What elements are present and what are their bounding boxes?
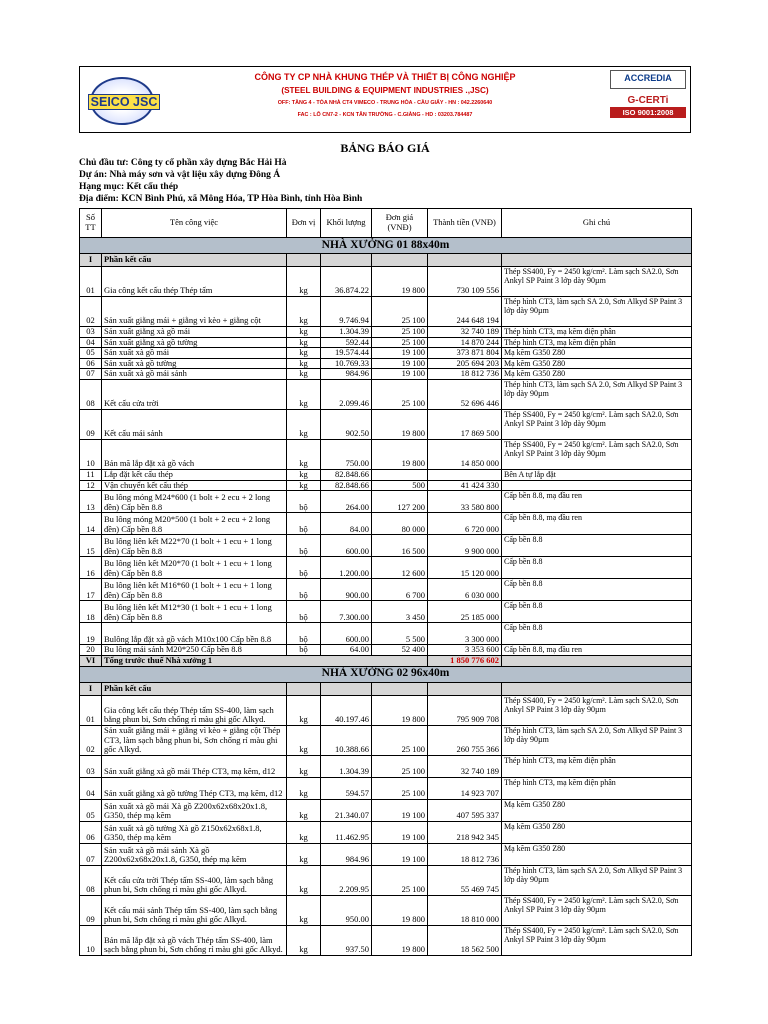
- row-unit-price: 16 500: [372, 535, 428, 557]
- empty-cell: [287, 254, 321, 267]
- table-row: [80, 535, 692, 557]
- row-note: Mạ kẽm G350 Z80: [502, 821, 692, 843]
- table-row: [80, 267, 692, 297]
- row-note: Thép SS400, Fy = 2450 kg/cm². Làm sạch SA2.0, Sơn Ankyl SP Paint 3 lớp dày 90µm: [502, 695, 692, 725]
- row-work-name: Kết cấu mái sảnh Thép tấm SS-400, làm sạch bằng phun bi, Sơn chống rỉ màu ghi gốc Alkyd.: [102, 895, 287, 925]
- row-quantity: 600.00: [321, 623, 372, 645]
- row-work-name: Bản mã lắp đặt xà gồ vách Thép tấm SS-400, làm sạch bằng phun bi, Sơn chống rỉ màu ghi gốc Alkyd.: [102, 925, 287, 955]
- company-name: CÔNG TY CP NHÀ KHUNG THÉP VÀ THIẾT BỊ CÔNG NGHIỆP: [254, 72, 516, 82]
- table-row: [80, 480, 692, 491]
- row-number: 04: [80, 337, 102, 348]
- table-row: [80, 379, 692, 409]
- row-quantity: 1.200.00: [321, 557, 372, 579]
- row-unit-price: 25 100: [372, 297, 428, 327]
- row-amount: 218 942 345: [428, 821, 502, 843]
- row-amount: 14 870 244: [428, 337, 502, 348]
- row-number: 01: [80, 695, 102, 725]
- row-amount: 55 469 745: [428, 865, 502, 895]
- row-amount: 205 694 203: [428, 358, 502, 369]
- subtotal-number: VI: [80, 655, 102, 666]
- row-unit: kg: [287, 755, 321, 777]
- row-work-name: Bu lông liên kết M22*70 (1 bolt + 1 ecu + 1 long đền) Cấp bền 8.8: [102, 535, 287, 557]
- row-unit: bộ: [287, 557, 321, 579]
- row-note: Bên A tự lắp đặt: [502, 469, 692, 480]
- row-unit: kg: [287, 865, 321, 895]
- row-note: Thép hình CT3, mạ kẽm điện phân: [502, 337, 692, 348]
- row-work-name: Kết cấu mái sảnh: [102, 409, 287, 439]
- table-row: [80, 439, 692, 469]
- row-unit-price: 25 100: [372, 379, 428, 409]
- row-amount: 25 185 000: [428, 601, 502, 623]
- row-unit-price: 19 800: [372, 895, 428, 925]
- row-work-name: Kết cấu cửa trời: [102, 379, 287, 409]
- subtotal-amount: 1 850 776 602: [428, 655, 502, 666]
- row-quantity: 950.00: [321, 895, 372, 925]
- row-amount: 260 755 366: [428, 725, 502, 755]
- row-amount: [428, 469, 502, 480]
- row-unit-price: 19 100: [372, 358, 428, 369]
- row-number: 13: [80, 491, 102, 513]
- row-amount: 18 810 000: [428, 895, 502, 925]
- row-note: Mạ kẽm G350 Z80: [502, 799, 692, 821]
- table-row: [80, 645, 692, 656]
- row-number: 19: [80, 623, 102, 645]
- row-amount: 17 869 500: [428, 409, 502, 439]
- project-line: Dự án: Nhà máy sơn và vật liệu xây dựng Đông Á: [79, 170, 281, 180]
- row-unit-price: 500: [372, 480, 428, 491]
- row-unit: bộ: [287, 513, 321, 535]
- col-header-name: Tên công việc: [102, 209, 287, 238]
- row-quantity: 7.300.00: [321, 601, 372, 623]
- row-amount: 14 923 707: [428, 777, 502, 799]
- col-header-amount: Thành tiền (VNĐ): [428, 209, 502, 238]
- iso-badge: ISO 9001:2008: [610, 107, 686, 118]
- row-unit: kg: [287, 799, 321, 821]
- row-unit-price: 12 600: [372, 557, 428, 579]
- row-note: Cấp bền 8.8: [502, 557, 692, 579]
- row-number: 15: [80, 535, 102, 557]
- row-unit-price: 80 000: [372, 513, 428, 535]
- table-header-row: [80, 209, 692, 238]
- row-quantity: 40.197.46: [321, 695, 372, 725]
- col-header-no: Số TT: [80, 209, 102, 238]
- row-work-name: Gia công kết cấu thép Thép tấm SS-400, làm sạch bằng phun bi, Sơn chống rỉ màu ghi gốc Alkyd.: [102, 695, 287, 725]
- row-amount: 41 424 330: [428, 480, 502, 491]
- row-amount: 244 648 194: [428, 297, 502, 327]
- row-quantity: 600.00: [321, 535, 372, 557]
- row-quantity: 902.50: [321, 409, 372, 439]
- empty-cell: [428, 682, 502, 695]
- row-quantity: 2.099.46: [321, 379, 372, 409]
- row-amount: 3 353 600: [428, 645, 502, 656]
- col-header-unit: Đơn vị: [287, 209, 321, 238]
- row-note: Cấp bền 8.8, mạ đầu ren: [502, 645, 692, 656]
- row-note: Cấp bền 8.8: [502, 579, 692, 601]
- category-line: Hạng mục: Kết cấu thép: [79, 182, 179, 192]
- row-work-name: Bu lông móng M20*500 (1 bolt + 2 ecu + 2 long đền) Cấp bền 8.8: [102, 513, 287, 535]
- row-note: Mạ kẽm G350 Z80: [502, 369, 692, 380]
- row-quantity: 750.00: [321, 439, 372, 469]
- row-note: Thép hình CT3, làm sạch SA 2.0, Sơn Alkyd SP Paint 3 lớp dày 90µm: [502, 297, 692, 327]
- row-number: 05: [80, 799, 102, 821]
- section-title: NHÀ XƯỞNG 01 88x40m: [80, 238, 692, 254]
- row-number: 14: [80, 513, 102, 535]
- row-quantity: 9.746.94: [321, 297, 372, 327]
- row-note: Thép hình CT3, mạ kẽm điện phân: [502, 777, 692, 799]
- row-work-name: Lắp đặt kết cấu thép: [102, 469, 287, 480]
- row-unit-price: 19 100: [372, 369, 428, 380]
- row-work-name: Bu lông liên kết M20*70 (1 bolt + 1 ecu + 1 long đền) Cấp bền 8.8: [102, 557, 287, 579]
- row-unit-price: 19 100: [372, 799, 428, 821]
- group-row: [80, 682, 692, 695]
- row-quantity: 1.304.39: [321, 755, 372, 777]
- row-note: Cấp bền 8.8, mạ đầu ren: [502, 491, 692, 513]
- row-work-name: Bu lông mái sảnh M20*250 Cấp bền 8.8: [102, 645, 287, 656]
- row-note: Thép hình CT3, làm sạch SA 2.0, Sơn Alkyd SP Paint 3 lớp dày 90µm: [502, 725, 692, 755]
- table-row: [80, 695, 692, 725]
- row-unit: kg: [287, 348, 321, 359]
- table-row: [80, 557, 692, 579]
- row-quantity: 82.848.66: [321, 480, 372, 491]
- row-work-name: Bu lông móng M24*600 (1 bolt + 2 ecu + 2 long đền) Cấp bền 8.8: [102, 491, 287, 513]
- row-quantity: 64.00: [321, 645, 372, 656]
- empty-cell: [428, 254, 502, 267]
- row-unit-price: 19 800: [372, 695, 428, 725]
- row-work-name: Sản xuất giằng xà gồ tường: [102, 337, 287, 348]
- row-number: 11: [80, 469, 102, 480]
- col-header-price: Đơn giá (VNĐ): [372, 209, 428, 238]
- row-unit-price: 5 500: [372, 623, 428, 645]
- row-unit-price: 127 200: [372, 491, 428, 513]
- row-amount: 407 595 337: [428, 799, 502, 821]
- row-unit: kg: [287, 439, 321, 469]
- row-unit: bộ: [287, 491, 321, 513]
- empty-cell: [372, 682, 428, 695]
- subtotal-row: [80, 655, 692, 666]
- table-row: [80, 725, 692, 755]
- row-unit: kg: [287, 267, 321, 297]
- row-quantity: 984.96: [321, 843, 372, 865]
- investor-line: Chủ đầu tư: Công ty cổ phần xây dựng Bắc Hải Hà: [79, 158, 287, 168]
- row-amount: 32 740 189: [428, 755, 502, 777]
- row-quantity: 19.574.44: [321, 348, 372, 359]
- row-number: 03: [80, 755, 102, 777]
- row-amount: 6 720 000: [428, 513, 502, 535]
- row-quantity: 11.462.95: [321, 821, 372, 843]
- row-amount: 18 812 736: [428, 369, 502, 380]
- row-number: 01: [80, 267, 102, 297]
- row-unit-price: 19 800: [372, 925, 428, 955]
- table-row: [80, 623, 692, 645]
- row-unit: kg: [287, 358, 321, 369]
- row-note: Thép SS400, Fy = 2450 kg/cm². Làm sạch SA2.0, Sơn Ankyl SP Paint 3 lớp dày 90µm: [502, 409, 692, 439]
- row-number: 12: [80, 480, 102, 491]
- group-number: I: [80, 254, 102, 267]
- company-info: [170, 71, 600, 121]
- location-line: Địa điểm: KCN Bình Phú, xã Mông Hóa, TP Hòa Bình, tỉnh Hòa Bình: [79, 194, 363, 204]
- row-number: 02: [80, 297, 102, 327]
- section-title: NHÀ XƯỞNG 02 96x40m: [80, 666, 692, 682]
- empty-cell: [502, 682, 692, 695]
- row-quantity: 594.57: [321, 777, 372, 799]
- row-work-name: Sản xuất xà gồ mái sảnh: [102, 369, 287, 380]
- row-amount: 730 109 556: [428, 267, 502, 297]
- company-logo: [90, 77, 158, 125]
- row-amount: 15 120 000: [428, 557, 502, 579]
- section-title-row: [80, 238, 692, 254]
- row-unit-price: 19 100: [372, 348, 428, 359]
- row-work-name: Bulông lắp đặt xà gồ vách M10x100 Cấp bền 8.8: [102, 623, 287, 645]
- row-unit: kg: [287, 297, 321, 327]
- row-number: 10: [80, 439, 102, 469]
- row-work-name: Kết cấu cửa trời Thép tấm SS-400, làm sạch bằng phun bi, Sơn chống rỉ màu ghi gốc Alkyd.: [102, 865, 287, 895]
- table-row: [80, 601, 692, 623]
- row-unit: kg: [287, 821, 321, 843]
- empty-cell: [502, 655, 692, 666]
- row-unit-price: 6 700: [372, 579, 428, 601]
- row-work-name: Sản xuất giằng xà gồ mái: [102, 327, 287, 338]
- row-number: 05: [80, 348, 102, 359]
- table-row: [80, 369, 692, 380]
- row-note: Mạ kẽm G350 Z80: [502, 843, 692, 865]
- row-number: 06: [80, 821, 102, 843]
- row-quantity: 82.848.66: [321, 469, 372, 480]
- row-unit: bộ: [287, 645, 321, 656]
- table-row: [80, 348, 692, 359]
- row-work-name: Sản xuất giằng xà gồ mái Thép CT3, mạ kẽm, d12: [102, 755, 287, 777]
- table-row: [80, 755, 692, 777]
- row-unit-price: 19 800: [372, 439, 428, 469]
- row-quantity: 984.96: [321, 369, 372, 380]
- row-unit: kg: [287, 895, 321, 925]
- table-row: [80, 358, 692, 369]
- row-work-name: Sản xuất xà gồ tường: [102, 358, 287, 369]
- row-quantity: 10.388.66: [321, 725, 372, 755]
- row-quantity: 1.304.39: [321, 327, 372, 338]
- row-unit: kg: [287, 843, 321, 865]
- row-note: Thép hình CT3, làm sạch SA 2.0, Sơn Alkyd SP Paint 3 lớp dày 90µm: [502, 379, 692, 409]
- row-unit-price: 52 400: [372, 645, 428, 656]
- office-address: OFF: TẦNG 4 - TÒA NHÀ CT4 VIMECO - TRUNG HÒA - CẦU GIẤY - HN : 042.2260640: [277, 100, 493, 106]
- row-quantity: 937.50: [321, 925, 372, 955]
- row-number: 20: [80, 645, 102, 656]
- row-amount: 6 030 000: [428, 579, 502, 601]
- subtotal-label: Tổng trước thuế Nhà xưởng 1: [102, 655, 428, 666]
- table-body: [80, 238, 692, 956]
- row-note: Cấp bền 8.8, mạ đầu ren: [502, 513, 692, 535]
- row-note: Thép SS400, Fy = 2450 kg/cm². Làm sạch SA2.0, Sơn Ankyl SP Paint 3 lớp dày 90µm: [502, 439, 692, 469]
- row-unit: kg: [287, 379, 321, 409]
- logo-text: SEICO JSC: [88, 94, 160, 110]
- row-note: [502, 480, 692, 491]
- row-work-name: Sản xuất giằng mái + giằng vì kèo + giằng cột Thép CT3, làm sạch bằng phun bi, Sơn chống rỉ màu ghi gốc Alkyd.: [102, 725, 287, 755]
- row-unit-price: 19 800: [372, 409, 428, 439]
- certification-logos: [610, 70, 686, 118]
- row-work-name: Vận chuyển kết cấu thép: [102, 480, 287, 491]
- row-unit: bộ: [287, 579, 321, 601]
- row-amount: 3 300 000: [428, 623, 502, 645]
- row-unit-price: 3 450: [372, 601, 428, 623]
- row-work-name: Bu lông liên kết M16*60 (1 bolt + 1 ecu + 1 long đền) Cấp bền 8.8: [102, 579, 287, 601]
- row-number: 09: [80, 409, 102, 439]
- row-note: Thép SS400, Fy = 2450 kg/cm². Làm sạch SA2.0, Sơn Ankyl SP Paint 3 lớp dày 90µm: [502, 895, 692, 925]
- row-unit-price: 25 100: [372, 865, 428, 895]
- row-unit-price: 25 100: [372, 777, 428, 799]
- row-work-name: Sản xuất xà gồ mái sảnh Xà gồ Z200x62x68x20x1.8, G350, thép mạ kẽm: [102, 843, 287, 865]
- row-quantity: 592.44: [321, 337, 372, 348]
- row-quantity: 264.00: [321, 491, 372, 513]
- row-unit: kg: [287, 369, 321, 380]
- empty-cell: [287, 682, 321, 695]
- gcerti-logo: G-CERTi: [627, 95, 669, 106]
- row-unit: kg: [287, 480, 321, 491]
- row-quantity: 21.340.07: [321, 799, 372, 821]
- row-unit-price: 19 100: [372, 821, 428, 843]
- group-number: I: [80, 682, 102, 695]
- row-note: Cấp bền 8.8: [502, 535, 692, 557]
- section-title-row: [80, 666, 692, 682]
- row-amount: 18 812 736: [428, 843, 502, 865]
- empty-cell: [321, 682, 372, 695]
- row-work-name: Gia công kết cấu thép Thép tấm: [102, 267, 287, 297]
- table-row: [80, 843, 692, 865]
- row-note: Cấp bền 8.8: [502, 623, 692, 645]
- table-row: [80, 865, 692, 895]
- accredia-logo: ACCREDIA: [610, 70, 686, 89]
- factory-address: FAC : LÔ CN7-2 - KCN TÂN TRƯỜNG - C.GIÀNG - HD : 03203.784487: [297, 112, 473, 118]
- row-number: 16: [80, 557, 102, 579]
- letterhead: [79, 66, 691, 133]
- row-number: 04: [80, 777, 102, 799]
- row-quantity: 84.00: [321, 513, 372, 535]
- row-quantity: 900.00: [321, 579, 372, 601]
- row-work-name: Sản xuất xà gồ tường Xà gồ Z150x62x68x1.8, G350, thép mạ kẽm: [102, 821, 287, 843]
- quotation-page: [79, 66, 691, 956]
- row-unit: kg: [287, 469, 321, 480]
- row-unit: bộ: [287, 535, 321, 557]
- row-unit-price: 19 800: [372, 267, 428, 297]
- row-note: Mạ kẽm G350 Z80: [502, 348, 692, 359]
- row-unit: kg: [287, 777, 321, 799]
- empty-cell: [372, 254, 428, 267]
- col-header-qty: Khối lượng: [321, 209, 372, 238]
- group-title: Phần kết cấu: [102, 682, 287, 695]
- row-unit-price: 25 100: [372, 755, 428, 777]
- table-row: [80, 579, 692, 601]
- row-amount: 33 580 800: [428, 491, 502, 513]
- table-row: [80, 469, 692, 480]
- row-amount: 52 696 446: [428, 379, 502, 409]
- row-work-name: Bản mã lắp đặt xà gồ vách: [102, 439, 287, 469]
- row-unit: kg: [287, 695, 321, 725]
- row-amount: 14 850 000: [428, 439, 502, 469]
- row-number: 09: [80, 895, 102, 925]
- row-note: Thép SS400, Fy = 2450 kg/cm². Làm sạch SA2.0, Sơn Ankyl SP Paint 3 lớp dày 90µm: [502, 267, 692, 297]
- row-unit: kg: [287, 327, 321, 338]
- row-unit-price: 25 100: [372, 337, 428, 348]
- empty-cell: [321, 254, 372, 267]
- row-quantity: 2.209.95: [321, 865, 372, 895]
- group-title: Phần kết cấu: [102, 254, 287, 267]
- row-amount: 795 909 708: [428, 695, 502, 725]
- row-unit-price: [372, 469, 428, 480]
- row-unit: bộ: [287, 601, 321, 623]
- table-row: [80, 491, 692, 513]
- table-row: [80, 327, 692, 338]
- row-note: Mạ kẽm G350 Z80: [502, 358, 692, 369]
- row-number: 02: [80, 725, 102, 755]
- row-unit: kg: [287, 925, 321, 955]
- row-number: 17: [80, 579, 102, 601]
- row-work-name: Sản xuất xà gồ mái: [102, 348, 287, 359]
- row-unit: kg: [287, 409, 321, 439]
- empty-cell: [502, 254, 692, 267]
- row-note: Thép hình CT3, làm sạch SA 2.0, Sơn Alkyd SP Paint 3 lớp dày 90µm: [502, 865, 692, 895]
- row-work-name: Bu lông liên kết M12*30 (1 bolt + 1 ecu + 1 long đền) Cấp bền 8.8: [102, 601, 287, 623]
- row-work-name: Sản xuất giằng mái + giằng vì kèo + giằng cột: [102, 297, 287, 327]
- row-unit-price: 25 100: [372, 327, 428, 338]
- quotation-table: [79, 208, 692, 956]
- table-row: [80, 777, 692, 799]
- row-number: 10: [80, 925, 102, 955]
- row-unit-price: 19 100: [372, 843, 428, 865]
- row-unit: kg: [287, 725, 321, 755]
- row-note: Cấp bền 8.8: [502, 601, 692, 623]
- row-number: 07: [80, 369, 102, 380]
- row-number: 06: [80, 358, 102, 369]
- table-row: [80, 297, 692, 327]
- row-quantity: 36.874.22: [321, 267, 372, 297]
- row-unit: bộ: [287, 623, 321, 645]
- project-info: [79, 157, 691, 205]
- row-note: Thép hình CT3, mạ kẽm điện phân: [502, 755, 692, 777]
- row-note: Thép SS400, Fy = 2450 kg/cm². Làm sạch SA2.0, Sơn Ankyl SP Paint 3 lớp dày 90µm: [502, 925, 692, 955]
- row-number: 18: [80, 601, 102, 623]
- row-number: 07: [80, 843, 102, 865]
- row-amount: 18 562 500: [428, 925, 502, 955]
- table-row: [80, 821, 692, 843]
- table-row: [80, 799, 692, 821]
- table-row: [80, 337, 692, 348]
- row-amount: 373 871 804: [428, 348, 502, 359]
- document-title: BẢNG BÁO GIÁ: [340, 141, 430, 155]
- row-quantity: 10.769.33: [321, 358, 372, 369]
- row-work-name: Sản xuất xà gồ mái Xà gồ Z200x62x68x20x1.8, G350, thép mạ kẽm: [102, 799, 287, 821]
- row-number: 03: [80, 327, 102, 338]
- row-note: Thép hình CT3, mạ kẽm điện phân: [502, 327, 692, 338]
- row-work-name: Sản xuất giằng xà gồ tường Thép CT3, mạ kẽm, d12: [102, 777, 287, 799]
- group-row: [80, 254, 692, 267]
- col-header-note: Ghi chú: [502, 209, 692, 238]
- company-name-en: (STEEL BUILDING & EQUIPMENT INDUSTRIES .,JSC): [281, 86, 489, 95]
- table-row: [80, 895, 692, 925]
- table-row: [80, 925, 692, 955]
- row-amount: 9 900 000: [428, 535, 502, 557]
- table-row: [80, 513, 692, 535]
- row-number: 08: [80, 865, 102, 895]
- row-unit: kg: [287, 337, 321, 348]
- row-number: 08: [80, 379, 102, 409]
- table-row: [80, 409, 692, 439]
- row-unit-price: 25 100: [372, 725, 428, 755]
- row-amount: 32 740 189: [428, 327, 502, 338]
